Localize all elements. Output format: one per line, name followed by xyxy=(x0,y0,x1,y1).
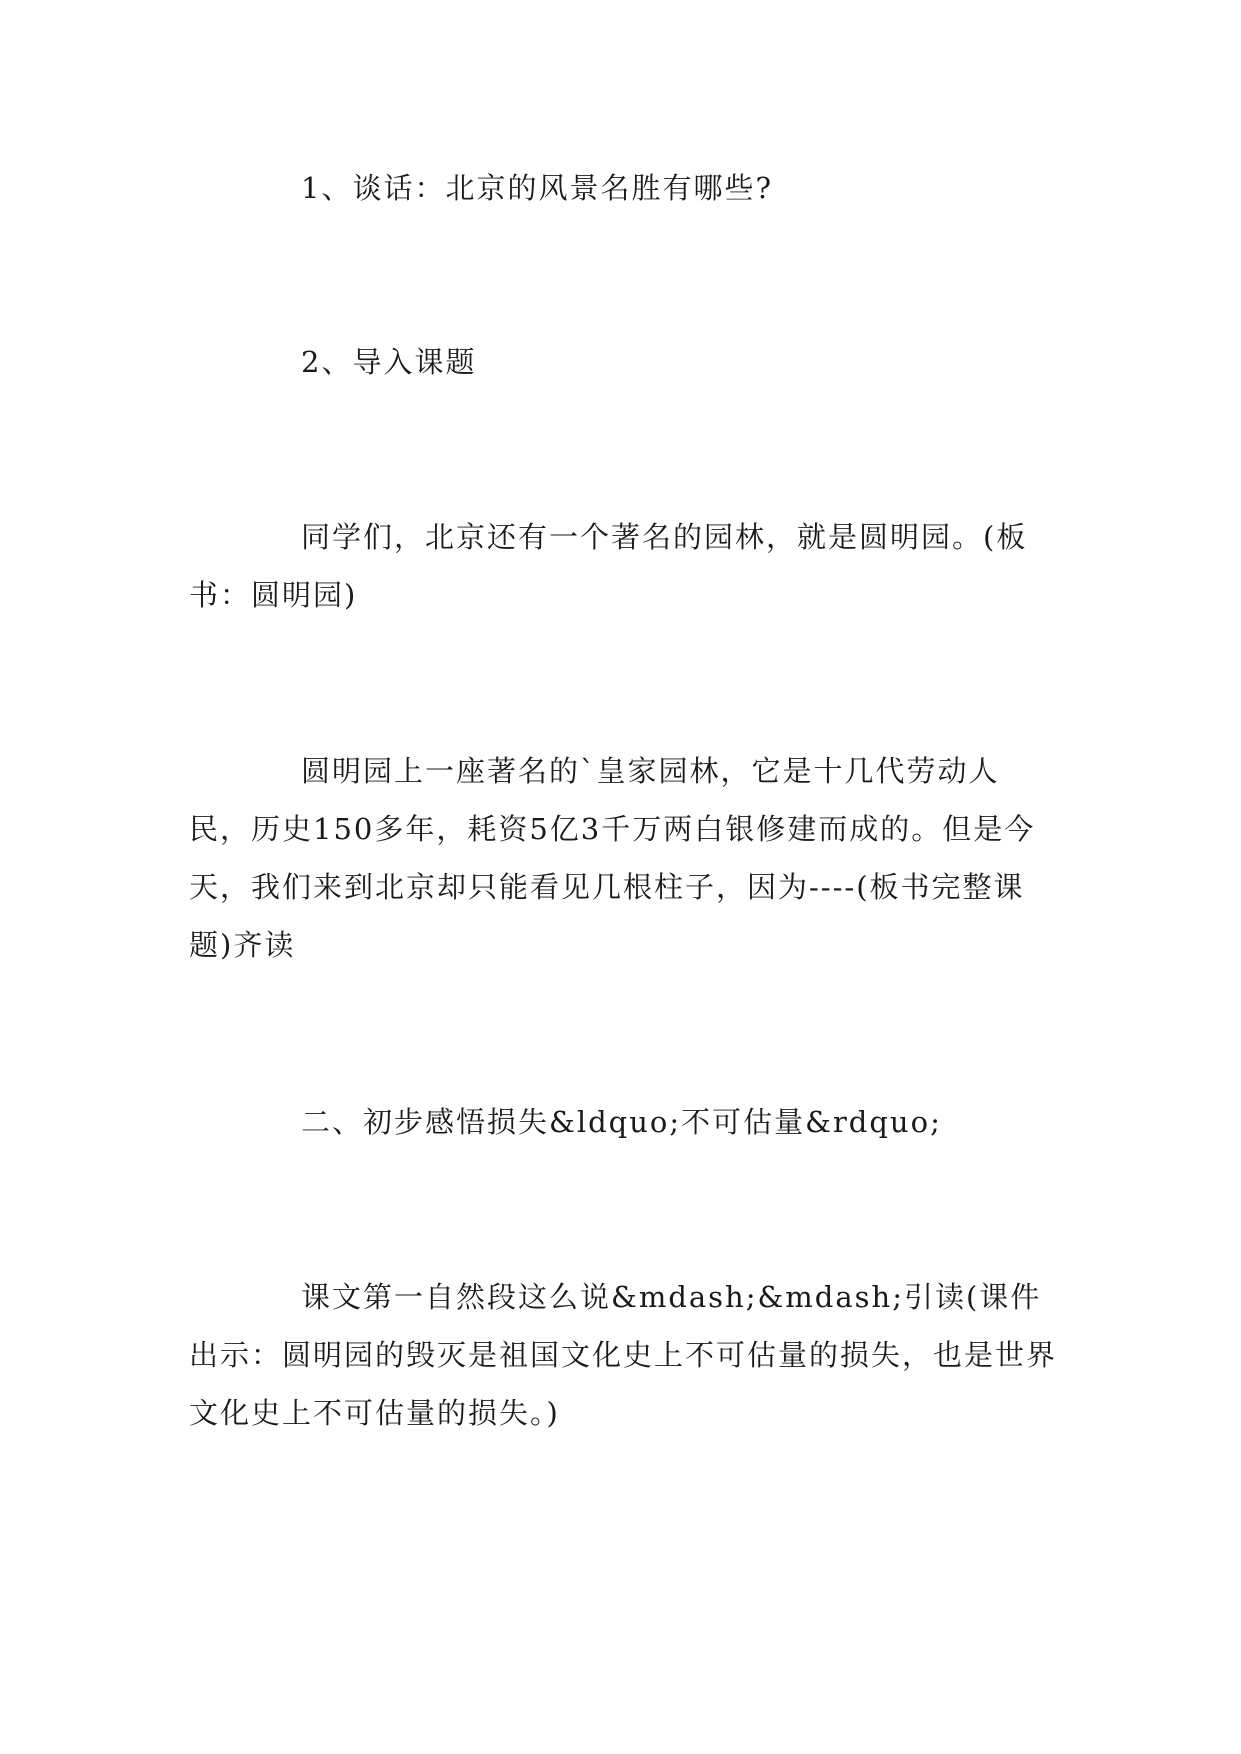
paragraph-introduce-topic: 2、导入课题 xyxy=(301,345,477,379)
paragraph-guided-reading: 课文第一自然段这么说&mdash;&mdash;引读(课件出示：圆明园的毁灭是祖国文化史上不可估量的损失，也是世界文化史上不可估量的损失。) xyxy=(189,1280,1058,1430)
paragraph-garden-intro: 同学们，北京还有一个著名的园林，就是圆明园。(板书：圆明园) xyxy=(189,520,1028,612)
paragraph-discussion: 1、谈话：北京的风景名胜有哪些? xyxy=(301,171,773,205)
paragraph-garden-history: 圆明园上一座著名的`皇家园林，它是十几代劳动人民，历史150多年，耗资5亿3千万两白银修建而成的。但是今天，我们来到北京却只能看见几根柱子，因为----(板书完整课题)齐读 xyxy=(189,754,1036,962)
section-heading-loss: 二、初步感悟损失&ldquo;不可估量&rdquo; xyxy=(301,1105,942,1139)
